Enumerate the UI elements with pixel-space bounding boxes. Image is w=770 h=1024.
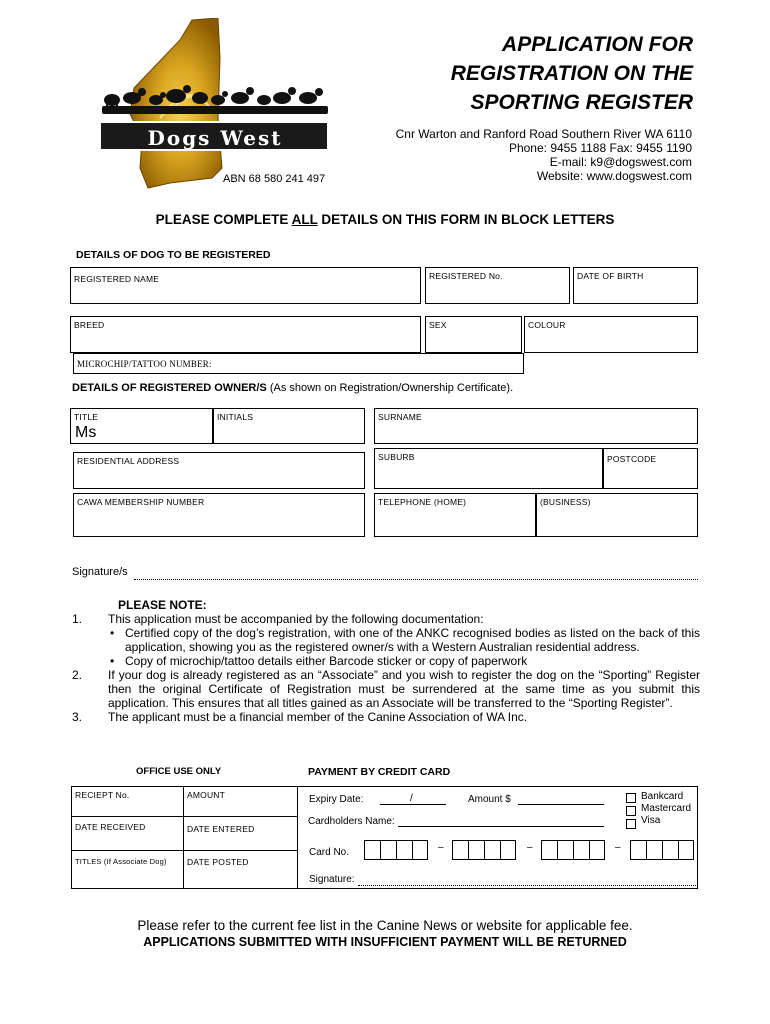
registered-no-field[interactable]: REGISTERED No.	[425, 267, 570, 304]
bankcard-checkbox[interactable]	[626, 793, 636, 803]
colour-field[interactable]: COLOUR	[524, 316, 698, 353]
contact-details	[396, 127, 692, 183]
signature-label: Signature/s	[72, 566, 128, 578]
note-item-2: 2. If your dog is already registered as an “Associate” and you wish to register the dog on the “Sporting” Register then the original Certificate of Registration must be surrendered at the same time as you submit this application. This ensures that all titles gained as an Associate will be transferred to the “Sporting Register”.	[72, 668, 700, 710]
payment-heading: PAYMENT BY CREDIT CARD	[308, 766, 451, 778]
card-number-group-2[interactable]	[452, 840, 516, 860]
dog-section-heading: DETAILS OF DOG TO BE REGISTERED	[76, 249, 271, 261]
cardholder-label: Cardholders Name:	[308, 816, 395, 827]
mastercard-label: Mastercard	[641, 803, 692, 814]
wa-map-logo-icon	[100, 18, 330, 190]
date-received: DATE RECEIVED	[75, 822, 146, 832]
date-posted: DATE POSTED	[187, 857, 249, 867]
amount: AMOUNT	[187, 790, 226, 800]
titles-associate: TITLES (If Associate Dog)	[75, 857, 167, 866]
please-note	[72, 598, 700, 724]
telephone-home-field[interactable]: TELEPHONE (HOME)	[374, 493, 536, 537]
initials-field[interactable]: INITIALS	[213, 408, 365, 444]
residential-address-field[interactable]: RESIDENTIAL ADDRESS	[73, 452, 365, 489]
registered-name-field[interactable]: REGISTERED NAME	[70, 267, 421, 304]
visa-label: Visa	[641, 815, 661, 826]
note-bullet-1: • Certified copy of the dog’s registration, with one of the ANKC recognised bodies as listed on the back of this application, showing you as the registered owner/s with a Western Australian residential address.	[110, 626, 700, 654]
cardholder-input[interactable]	[398, 817, 604, 827]
signature-line[interactable]	[134, 570, 698, 580]
mastercard-checkbox[interactable]	[626, 806, 636, 816]
phone-fax: Phone: 9455 1188 Fax: 9455 1190	[508, 141, 692, 155]
website: Website: www.dogswest.com	[536, 169, 692, 183]
note-item-1: 1. This application must be accompanied by the following documentation:	[72, 612, 484, 626]
dogs-west-logo	[100, 18, 330, 190]
note-item-3: 3. The applicant must be a financial member of the Canine Association of WA Inc.	[72, 710, 528, 724]
amount-input[interactable]	[518, 795, 604, 805]
card-number-group-3[interactable]	[541, 840, 605, 860]
address: Cnr Warton and Ranford Road Southern River WA 6110	[395, 127, 692, 141]
email: E-mail: k9@dogswest.com	[549, 155, 692, 169]
payment-signature-line[interactable]	[358, 876, 698, 886]
title-field[interactable]: TITLE Ms	[70, 408, 213, 444]
form-title: APPLICATION FOR REGISTRATION ON THE SPORTING REGISTER	[450, 33, 693, 114]
microchip-field[interactable]: MICROCHIP/TATTOO NUMBER:	[73, 353, 524, 374]
surname-field[interactable]: SURNAME	[374, 408, 698, 444]
telephone-business-field[interactable]: (BUSINESS)	[536, 493, 698, 537]
receipt-no: RECIEPT No.	[75, 790, 130, 800]
breed-field[interactable]: BREED	[70, 316, 421, 353]
date-entered: DATE ENTERED	[187, 824, 255, 834]
footer-warning: APPLICATIONS SUBMITTED WITH INSUFFICIENT PAYMENT WILL BE RETURNED	[143, 935, 627, 949]
footer-fee-note: Please refer to the current fee list in the Canine News or website for applicable fee.	[137, 918, 633, 933]
card-number-group-4[interactable]	[630, 840, 694, 860]
abn: ABN 68 580 241 497	[223, 173, 326, 185]
date-of-birth-field[interactable]: DATE OF BIRTH	[573, 267, 698, 304]
note-heading: PLEASE NOTE:	[118, 598, 207, 612]
cawa-membership-field[interactable]: CAWA MEMBERSHIP NUMBER	[73, 493, 365, 537]
office-use-heading: OFFICE USE ONLY	[136, 766, 222, 777]
amount-label: Amount $	[468, 794, 511, 805]
owner-section-heading: DETAILS OF REGISTERED OWNER/S (As shown on Registration/Ownership Certificate).	[72, 382, 514, 394]
bankcard-label: Bankcard	[641, 791, 684, 802]
payment-signature-label: Signature:	[309, 874, 355, 885]
office-use-table	[71, 786, 298, 889]
sex-field[interactable]: SEX	[425, 316, 522, 353]
expiry-label: Expiry Date:	[309, 794, 364, 805]
postcode-field[interactable]: POSTCODE	[603, 448, 698, 489]
card-no-label: Card No.	[309, 847, 350, 858]
visa-checkbox[interactable]	[626, 819, 636, 829]
suburb-field[interactable]: SUBURB	[374, 448, 603, 489]
card-number-group-1[interactable]	[364, 840, 428, 860]
expiry-input[interactable]	[380, 795, 446, 805]
note-bullet-2: • Copy of microchip/tattoo details either Barcode sticker or copy of paperwork	[110, 654, 528, 668]
instruction: PLEASE COMPLETE ALL DETAILS ON THIS FORM IN BLOCK LETTERS	[155, 212, 615, 227]
title-value: Ms	[75, 424, 97, 441]
logo-text: Dogs West	[147, 126, 283, 150]
